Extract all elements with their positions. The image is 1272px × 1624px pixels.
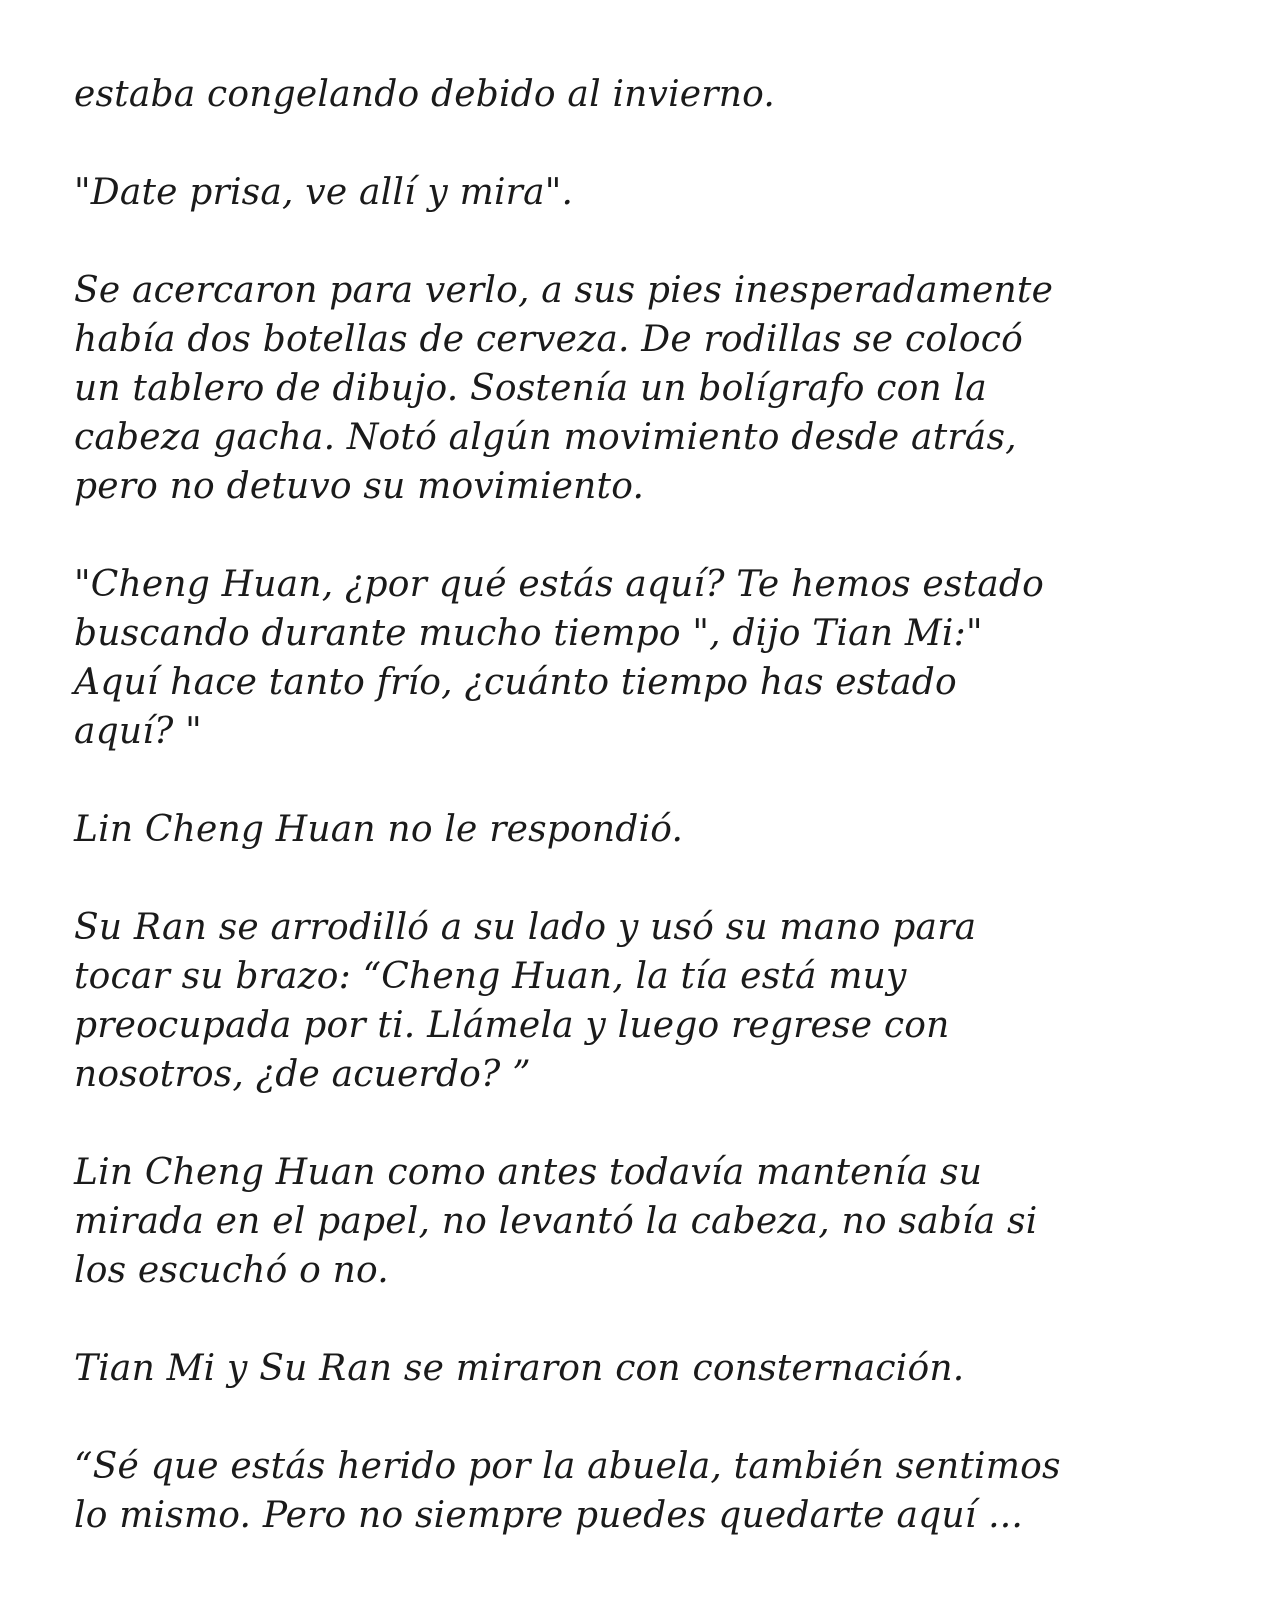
text-line: “Sé que estás herido por la abuela, también sentimos (74, 1446, 1061, 1487)
text-line: nosotros, ¿de acuerdo? ” (74, 1054, 531, 1095)
text-line: Tian Mi y Su Ran se miraron con consternación. (74, 1348, 965, 1389)
document-page (74, 70, 1234, 1589)
text-line: Lin Cheng Huan no le respondió. (74, 809, 684, 850)
text-line: estaba congelando debido al invierno. (74, 74, 775, 115)
text-line: Se acercaron para verlo, a sus pies inesperadamente (74, 270, 1054, 311)
text-line: lo mismo. Pero no siempre puedes quedarte aquí ... (74, 1495, 1024, 1536)
text-line: buscando durante mucho tiempo ", dijo Tian Mi:" (74, 613, 983, 654)
paragraph (74, 903, 1234, 1099)
paragraph (74, 168, 1234, 217)
text-line: "Date prisa, ve allí y mira". (74, 172, 574, 213)
text-line: cabeza gacha. Notó algún movimiento desde atrás, (74, 417, 1017, 458)
text-line: preocupada por ti. Llámela y luego regrese con (74, 1005, 950, 1046)
text-line: aquí? " (74, 711, 202, 752)
paragraph (74, 1442, 1234, 1540)
text-line: Aquí hace tanto frío, ¿cuánto tiempo has estado (74, 662, 957, 703)
paragraph (74, 805, 1234, 854)
text-line: Lin Cheng Huan como antes todavía mantenía su (74, 1152, 983, 1193)
text-line: los escuchó o no. (74, 1250, 389, 1291)
text-line: mirada en el papel, no levantó la cabeza, no sabía si (74, 1201, 1038, 1242)
paragraph (74, 560, 1234, 756)
text-line: Su Ran se arrodilló a su lado y usó su mano para (74, 907, 977, 948)
text-line: tocar su brazo: “Cheng Huan, la tía está muy (74, 956, 907, 997)
paragraph (74, 1148, 1234, 1295)
text-line: pero no detuvo su movimiento. (74, 466, 645, 507)
paragraph (74, 70, 1234, 119)
text-line: un tablero de dibujo. Sostenía un bolígrafo con la (74, 368, 987, 409)
paragraph (74, 266, 1234, 511)
paragraph (74, 1344, 1234, 1393)
text-line: había dos botellas de cerveza. De rodillas se colocó (74, 319, 1024, 360)
text-line: "Cheng Huan, ¿por qué estás aquí? Te hemos estado (74, 564, 1045, 605)
